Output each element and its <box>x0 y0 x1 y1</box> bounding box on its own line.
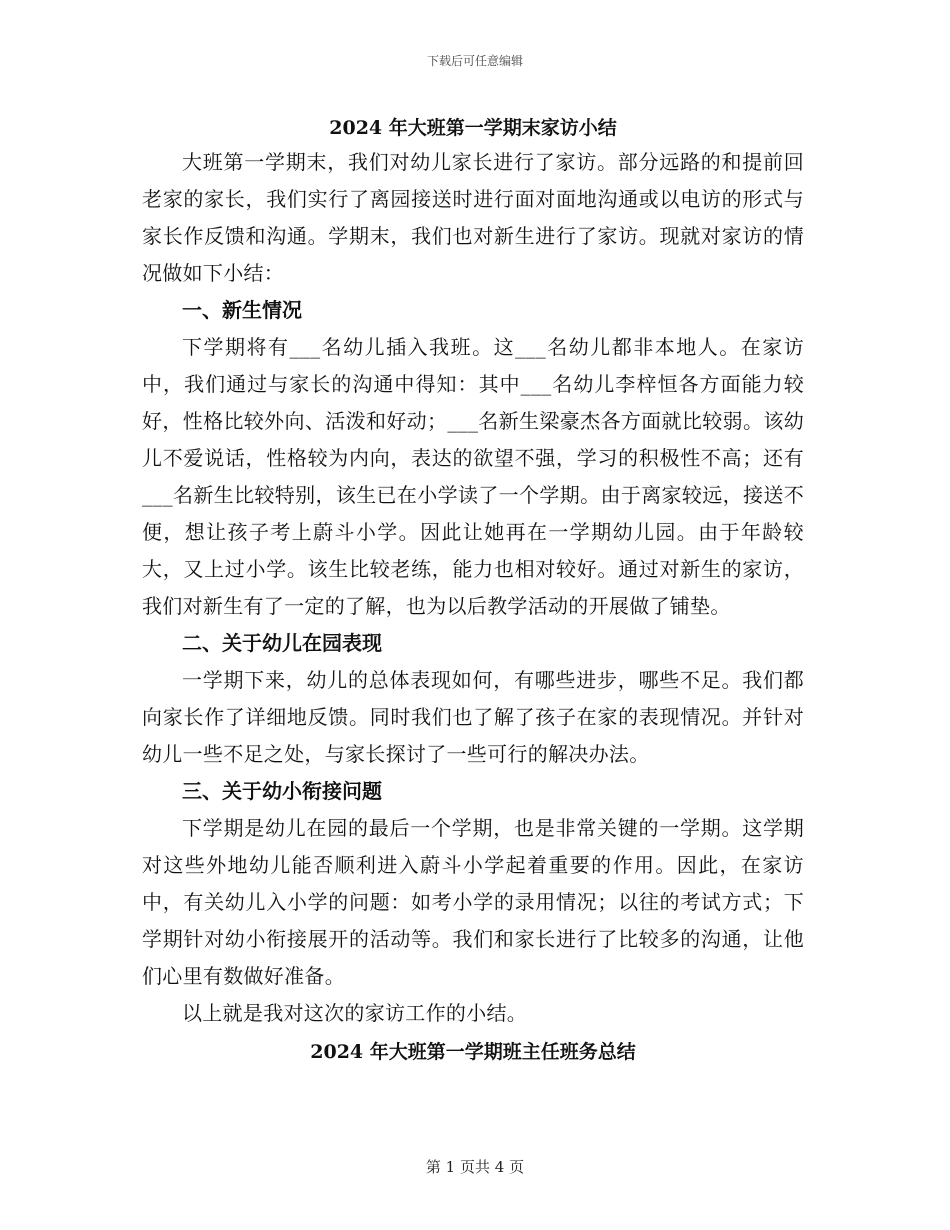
document-title: 2024 年大班第一学期末家访小结 <box>329 117 617 139</box>
section-heading-new-students: 一、新生情况 <box>182 298 302 322</box>
intro-paragraph: 大班第一学期末，我们对幼儿家长进行了家访。部分远路的和提前回老家的家长，我们实行了离园接送时进行面对面地沟通或以电访的形式与家长作反馈和沟通。学期末，我们也对新生进行了家访。现就对家访的情况做如下小结： <box>142 150 804 285</box>
section-body-performance: 一学期下来，幼儿的总体表现如何，有哪些进步，哪些不足。我们都向家长作了详细地反馈。同时我们也了解了孩子在家的表现情况。并针对幼儿一些不足之处，与家长探讨了一些可行的解决办法。 <box>142 668 804 766</box>
section-heading-performance: 二、关于幼儿在园表现 <box>182 631 382 655</box>
section-heading-transition: 三、关于幼小衔接问题 <box>182 779 382 803</box>
closing-paragraph: 以上就是我对这次的家访工作的小结。 <box>182 1001 528 1025</box>
page-header: 下载后可任意编辑 <box>426 54 523 68</box>
next-document-title: 2024 年大班第一学期班主任班务总结 <box>310 1041 636 1063</box>
page-footer: 第 1 页共 4 页 <box>425 1158 525 1176</box>
section-body-transition: 下学期是幼儿在园的最后一个学期，也是非常关键的一学期。这学期对这些外地幼儿能否顺利进入蔚斗小学起着重要的作用。因此，在家访中，有关幼儿入小学的问题：如考小学的录用情况；以往的考试方式；下学期针对幼小衔接展开的活动等。我们和家长进行了比较多的沟通，让他们心里有数做好准备。 <box>142 816 804 988</box>
document-body <box>142 112 804 1068</box>
section-body-new-students: 下学期将有___名幼儿插入我班。这___名幼儿都非本地人。在家访中，我们通过与家长的沟通中得知：其中___名幼儿李梓恒各方面能力较好，性格比较外向、活泼和好动；___名新生梁豪杰各方面就比较弱。该幼儿不爱说话，性格较为内向，表达的欲望不强，学习的积极性不高；还有___名新生比较特别，该生已在小学读了一个学期。由于离家较远，接送不便，想让孩子考上蔚斗小学。因此让她再在一学期幼儿园。由于年龄较大，又上过小学。该生比较老练，能力也相对较好。通过对新生的家访，我们对新生有了一定的了解，也为以后教学活动的开展做了铺垫。 <box>142 335 804 618</box>
